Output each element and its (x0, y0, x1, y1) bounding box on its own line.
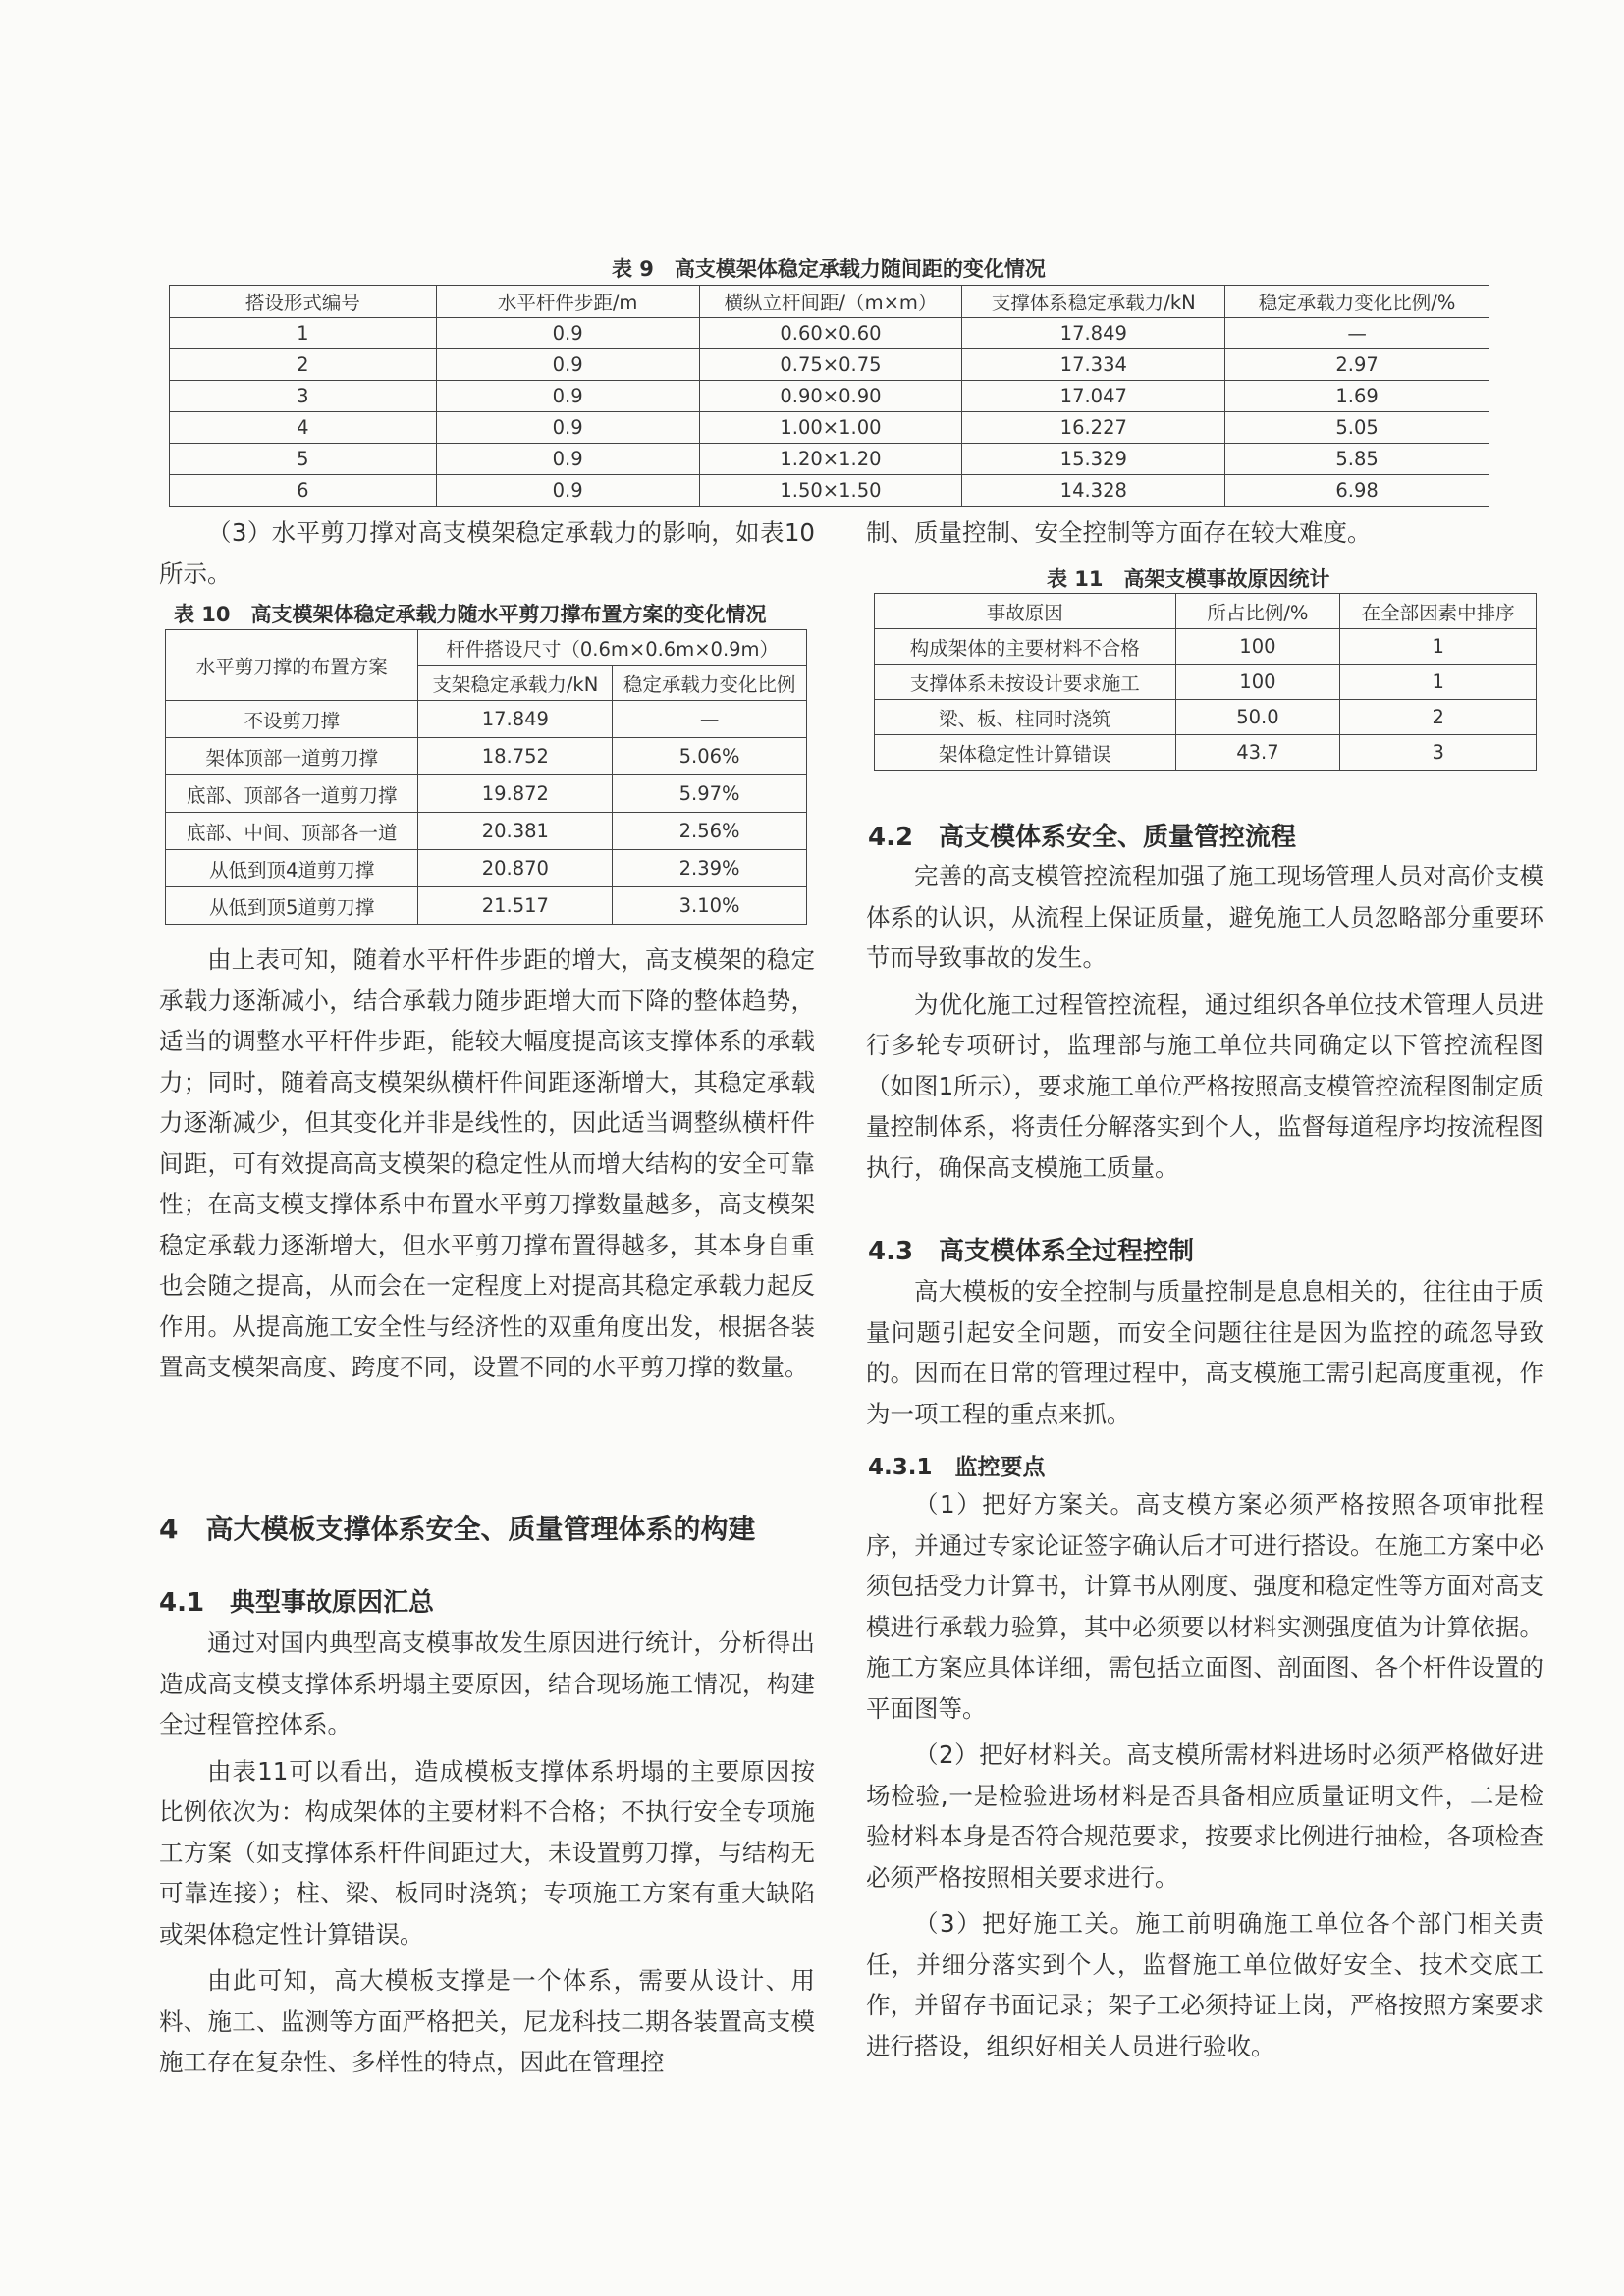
table-cell: 4 (170, 412, 437, 444)
table-cell: 2.56% (613, 813, 807, 850)
table-cell: — (1225, 318, 1489, 349)
table-row (875, 735, 1537, 771)
table11-header-row (875, 594, 1537, 629)
table-cell: 5 (170, 444, 437, 475)
table-cell: 6.98 (1225, 475, 1489, 507)
table9-header-row (170, 286, 1489, 318)
table-cell: 1 (1340, 629, 1537, 665)
table9-header-cell: 稳定承载力变化比例/% (1225, 286, 1489, 318)
table-cell: 从低到顶5道剪刀撑 (166, 887, 418, 925)
table-row (166, 850, 807, 887)
table-cell: 1.20×1.20 (699, 444, 962, 475)
table-cell: 架体顶部一道剪刀撑 (166, 738, 418, 775)
table-row (875, 665, 1537, 700)
table-cell: 14.328 (962, 475, 1225, 507)
table-cell: 2 (170, 349, 437, 381)
table9-caption: 表 9 高支模架体稳定承载力随间距的变化情况 (612, 257, 1046, 281)
table-cell: 2.97 (1225, 349, 1489, 381)
paragraph: （2）把好材料关。高支模所需材料进场时必须严格做好进场检验,一是检验进场材料是否具备相应质量证明文件，二是检验材料本身是否符合规范要求，按要求比例进行抽检，各项检查必须严格按照相关要求进行。 (866, 1740, 1543, 1892)
table-row (166, 701, 807, 738)
paragraph: 为优化施工过程管控流程，通过组织各单位技术管理人员进行多轮专项研讨，监理部与施工单位共同确定以下管控流程图（如图1所示），要求施工单位严格按照高支模管控流程图制定质量控制体系，将责任分解落实到个人，监督每道程序均按流程图执行，确保高支模施工质量。 (866, 989, 1543, 1182)
table-row (166, 775, 807, 813)
table-row (170, 444, 1489, 475)
table9-header-cell: 水平杆件步距/m (436, 286, 699, 318)
table-cell: 15.329 (962, 444, 1225, 475)
paragraph: （3）把好施工关。施工前明确施工单位各个部门相关责任，并细分落实到个人，监督施工单位做好安全、技术交底工作，并留存书面记录；架子工必须持证上岗，严格按照方案要求进行搭设，组织好相关人员进行验收。 (866, 1909, 1543, 2060)
section-heading-4-3: 4.3 高支模体系全过程控制 (868, 1237, 1195, 1266)
table-cell: 底部、中间、顶部各一道 (166, 813, 418, 850)
section-heading-4-1: 4.1 典型事故原因汇总 (159, 1588, 435, 1618)
table10-header-cell: 支架稳定承载力/kN (418, 666, 613, 701)
table-cell: 3 (170, 381, 437, 412)
table-cell: 从低到顶4道剪刀撑 (166, 850, 418, 887)
right-section-4-3 (866, 1271, 1543, 1434)
section-heading-4-3-1: 4.3.1 监控要点 (868, 1455, 1046, 1480)
paragraph: 制、质量控制、安全控制等方面存在较大难度。 (866, 518, 1372, 547)
table10-header-cell: 稳定承载力变化比例 (613, 666, 807, 701)
right-section-4-3-1 (866, 1484, 1543, 2066)
table-cell: 架体稳定性计算错误 (875, 735, 1176, 771)
table10-caption: 表 10 高支模架体稳定承载力随水平剪刀撑布置方案的变化情况 (174, 603, 767, 626)
table-cell: 0.9 (436, 412, 699, 444)
paragraph: 完善的高支模管控流程加强了施工现场管理人员对高价支模体系的认识，从流程上保证质量，避免施工人员忽略部分重要环节而导致事故的发生。 (866, 862, 1543, 972)
paragraph: （3）水平剪刀撑对高支模架稳定承载力的影响，如表10所示。 (159, 518, 815, 588)
table-row (166, 813, 807, 850)
table-cell: 0.9 (436, 475, 699, 507)
paragraph: 由上表可知，随着水平杆件步距的增大，高支模架的稳定承载力逐渐减小，结合承载力随步距增大而下降的整体趋势，适当的调整水平杆件步距，能较大幅度提高该支撑体系的承载力；同时，随着高支模架纵横杆件间距逐渐增大，其稳定承载力逐渐减少，但其变化并非是线性的，因此适当调整纵横杆件间距，可有效提高高支模架的稳定性从而增大结构的安全可靠性；在高支模支撑体系中布置水平剪刀撑数量越多，高支模架稳定承载力逐渐增大，但水平剪刀撑布置得越多，其本身自重也会随之提高，从而会在一定程度上对提高其稳定承载力起反作用。从提高施工安全性与经济性的双重角度出发，根据各装置高支模架高度、跨度不同，设置不同的水平剪刀撑的数量。 (159, 945, 815, 1381)
table-cell: 1 (1340, 665, 1537, 700)
table-row (875, 629, 1537, 665)
table11 (874, 593, 1537, 771)
table-cell: 18.752 (418, 738, 613, 775)
table-cell: 底部、顶部各一道剪刀撑 (166, 775, 418, 813)
table-cell: 支撑体系未按设计要求施工 (875, 665, 1176, 700)
table9-header-cell: 横纵立杆间距/（m×m） (699, 286, 962, 318)
table-cell: 不设剪刀撑 (166, 701, 418, 738)
table-cell: 17.047 (962, 381, 1225, 412)
table-cell: 5.97% (613, 775, 807, 813)
paragraph: 由此可知，高大模板支撑是一个体系，需要从设计、用料、施工、监测等方面严格把关，尼龙科技二期各装置高支模施工存在复杂性、多样性的特点，因此在管理控 (159, 1966, 815, 2076)
table-row (166, 738, 807, 775)
table9-header-cell: 搭设形式编号 (170, 286, 437, 318)
table-cell: 3 (1340, 735, 1537, 771)
table11-header-cell: 所占比例/% (1175, 594, 1340, 629)
table-cell: 2 (1340, 700, 1537, 735)
table-row (170, 318, 1489, 349)
table-cell: 1.50×1.50 (699, 475, 962, 507)
paragraph: 高大模板的安全控制与质量控制是息息相关的，往往由于质量问题引起安全问题，而安全问题往往是因为监控的疏忽导致的。因而在日常的管理过程中，高支模施工需引起高度重视，作为一项工程的重点来抓。 (866, 1277, 1543, 1428)
table-cell: 5.85 (1225, 444, 1489, 475)
table-cell: 3.10% (613, 887, 807, 925)
table-row (170, 349, 1489, 381)
table-cell: 0.9 (436, 444, 699, 475)
table-cell: 19.872 (418, 775, 613, 813)
table11-header-cell: 在全部因素中排序 (1340, 594, 1537, 629)
table-cell: 20.870 (418, 850, 613, 887)
table-cell: 17.849 (962, 318, 1225, 349)
table-cell: 0.90×0.90 (699, 381, 962, 412)
table11-header-cell: 事故原因 (875, 594, 1176, 629)
paragraph: 通过对国内典型高支模事故发生原因进行统计，分析得出造成高支模支撑体系坍塌主要原因，结合现场施工情况，构建全过程管控体系。 (159, 1629, 815, 1738)
table-cell: 构成架体的主要材料不合格 (875, 629, 1176, 665)
table11-caption: 表 11 高架支模事故原因统计 (1047, 567, 1330, 591)
section-heading-4-2: 4.2 高支模体系安全、质量管控流程 (868, 823, 1297, 852)
table-cell: 100 (1175, 629, 1340, 665)
table-row (875, 700, 1537, 735)
table-cell: 17.334 (962, 349, 1225, 381)
table-cell: 1 (170, 318, 437, 349)
table-row (170, 475, 1489, 507)
right-section-4-2 (866, 856, 1543, 1188)
table-cell: 梁、板、柱同时浇筑 (875, 700, 1176, 735)
left-intro (159, 512, 815, 594)
table-cell: 2.39% (613, 850, 807, 887)
table-row (170, 381, 1489, 412)
table-cell: 21.517 (418, 887, 613, 925)
table-cell: 1.00×1.00 (699, 412, 962, 444)
table-row (166, 887, 807, 925)
table9 (169, 285, 1489, 507)
right-continuation (866, 512, 1543, 554)
table10-header-cell: 杆件搭设尺寸（0.6m×0.6m×0.9m） (418, 630, 807, 666)
section-heading-4: 4 高大模板支撑体系安全、质量管理体系的构建 (159, 1513, 756, 1545)
paragraph: （1）把好方案关。高支模方案必须严格按照各项审批程序，并通过专家论证签字确认后才可进行搭设。在施工方案中必须包括受力计算书，计算书从刚度、强度和稳定性等方面对高支模进行承载力验算，其中必须要以材料实测强度值为计算依据。施工方案应具体详细，需包括立面图、剖面图、各个杆件设置的平面图等。 (866, 1490, 1543, 1723)
table-cell: 0.9 (436, 381, 699, 412)
table-cell: 0.9 (436, 318, 699, 349)
table10-header-cell: 水平剪刀撑的布置方案 (166, 630, 418, 701)
table-cell: 5.05 (1225, 412, 1489, 444)
table-cell: 0.60×0.60 (699, 318, 962, 349)
left-analysis (159, 939, 815, 1388)
table-cell: 1.69 (1225, 381, 1489, 412)
left-section-4-1 (159, 1623, 815, 2083)
table-cell: 20.381 (418, 813, 613, 850)
paragraph: 由表11可以看出，造成模板支撑体系坍塌的主要原因按比例依次为：构成架体的主要材料不合格；不执行安全专项施工方案（如支撑体系杆件间距过大，未设置剪刀撑，与结构无可靠连接）；柱、梁、板同时浇筑；专项施工方案有重大缺陷或架体稳定性计算错误。 (159, 1756, 815, 1949)
table-row (170, 412, 1489, 444)
table10-header-row (166, 630, 807, 666)
table-cell: 43.7 (1175, 735, 1340, 771)
table9-header-cell: 支撑体系稳定承载力/kN (962, 286, 1225, 318)
table-cell: 6 (170, 475, 437, 507)
table10 (165, 629, 807, 925)
table-cell: — (613, 701, 807, 738)
table-cell: 50.0 (1175, 700, 1340, 735)
table-cell: 16.227 (962, 412, 1225, 444)
table-cell: 5.06% (613, 738, 807, 775)
table-cell: 0.9 (436, 349, 699, 381)
table-cell: 100 (1175, 665, 1340, 700)
table-cell: 17.849 (418, 701, 613, 738)
table-cell: 0.75×0.75 (699, 349, 962, 381)
